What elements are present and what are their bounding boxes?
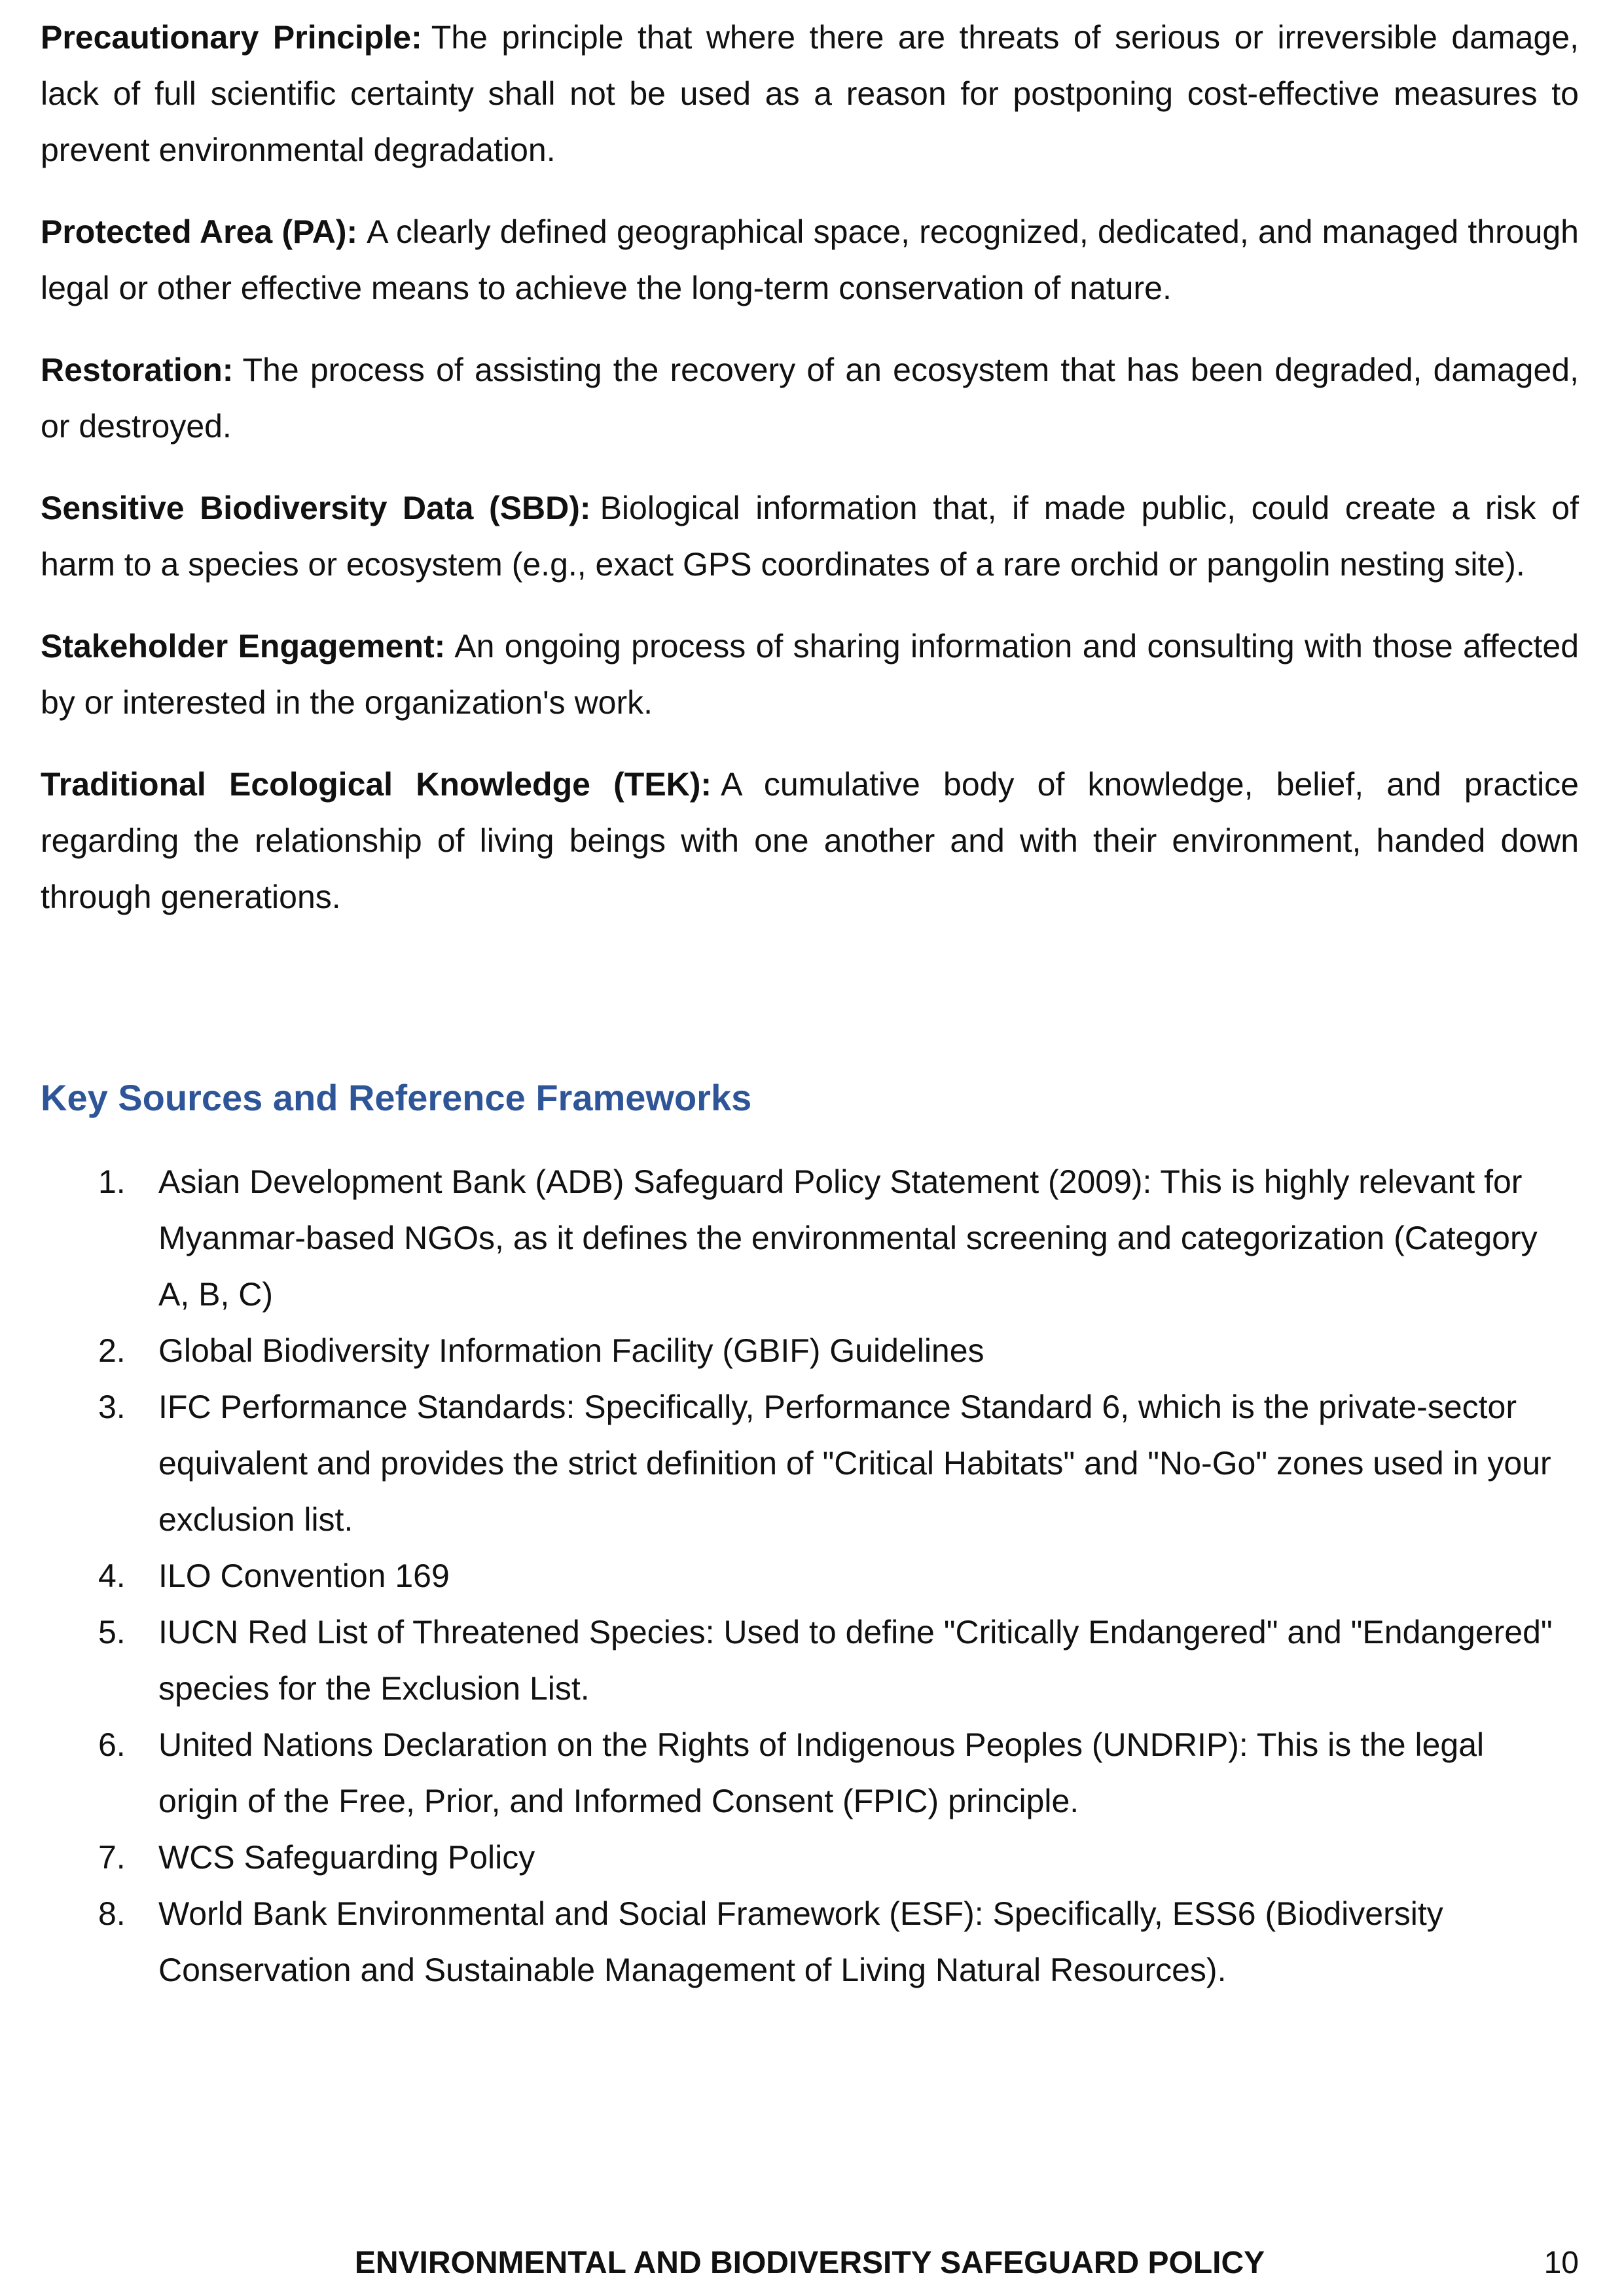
- definition-term: Protected Area (PA):: [41, 213, 358, 250]
- list-item-text: Asian Development Bank (ADB) Safeguard Policy Statement (2009): This is highly relevant for Myanmar-based NGOs, as it defines the environmental screening and categorization (Category A, B, C): [158, 1163, 1538, 1313]
- list-item: [41, 1322, 1579, 1379]
- glossary-definitions: [41, 9, 1579, 951]
- definition-text: The process of assisting the recovery of an ecosystem that has been degraded, damaged, or destroyed.: [41, 352, 1579, 445]
- definition-text: The principle that where there are threats of serious or irreversible damage, lack of full scientific certainty shall not be used as a reason for postponing cost-effective measures to prevent environmental degradation.: [41, 19, 1579, 168]
- list-item-number: 6.: [98, 1726, 126, 1763]
- definition-term: Stakeholder Engagement:: [41, 628, 446, 665]
- definition-text: A cumulative body of knowledge, belief, and practice regarding the relationship of living beings with one another and with their environment, handed down through generations.: [41, 766, 1579, 915]
- list-item-number: 1.: [98, 1163, 126, 1200]
- list-item: [41, 1829, 1579, 1886]
- list-item-text: IFC Performance Standards: Specifically, Performance Standard 6, which is the private-sector equivalent and provides the strict definition of "Critical Habitats" and "No-Go" zones used in your exclusion list.: [158, 1389, 1551, 1538]
- list-item-number: 3.: [98, 1389, 126, 1425]
- list-item-number: 5.: [98, 1614, 126, 1650]
- list-item: [41, 1604, 1579, 1717]
- list-item: [41, 1548, 1579, 1604]
- list-item-number: 2.: [98, 1332, 126, 1369]
- definition-paragraph: [41, 756, 1579, 925]
- definition-paragraph: [41, 342, 1579, 454]
- definition-text: A clearly defined geographical space, recognized, dedicated, and managed through legal or other effective means to achieve the long-term conservation of nature.: [41, 213, 1579, 306]
- list-item-text: WCS Safeguarding Policy: [158, 1839, 535, 1876]
- list-item: [41, 1886, 1579, 1998]
- definition-term: Traditional Ecological Knowledge (TEK):: [41, 766, 712, 803]
- list-item: [41, 1717, 1579, 1829]
- page-footer: [41, 2240, 1579, 2286]
- list-item-text: ILO Convention 169: [158, 1558, 450, 1594]
- definition-text: Biological information that, if made public, could create a risk of harm to a species or ecosystem (e.g., exact GPS coordinates of a rare orchid or pangolin nesting site).: [41, 490, 1579, 583]
- definition-paragraph: [41, 204, 1579, 316]
- definition-term: Restoration:: [41, 352, 234, 388]
- list-item-text: IUCN Red List of Threatened Species: Used to define "Critically Endangered" and "Endangered" species for the Exclusion List.: [158, 1614, 1553, 1707]
- definition-paragraph: [41, 480, 1579, 592]
- list-item-number: 7.: [98, 1839, 126, 1876]
- section-heading: Key Sources and Reference Frameworks: [41, 1077, 752, 1118]
- list-item-text: World Bank Environmental and Social Framework (ESF): Specifically, ESS6 (Biodiversity Conservation and Sustainable Management of Living Natural Resources).: [158, 1895, 1443, 1988]
- list-item-number: 4.: [98, 1558, 126, 1594]
- reference-list: [41, 1154, 1579, 1998]
- list-item-text: Global Biodiversity Information Facility (GBIF) Guidelines: [158, 1332, 984, 1369]
- definition-paragraph: [41, 9, 1579, 178]
- definition-paragraph: [41, 618, 1579, 731]
- footer-title: ENVIRONMENTAL AND BIODIVERSITY SAFEGUARD POLICY: [354, 2246, 1265, 2280]
- list-item-text: United Nations Declaration on the Rights of Indigenous Peoples (UNDRIP): This is the legal origin of the Free, Prior, and Informed Consent (FPIC) principle.: [158, 1726, 1485, 1819]
- definition-term: Sensitive Biodiversity Data (SBD):: [41, 490, 591, 526]
- list-item: [41, 1379, 1579, 1548]
- list-item-number: 8.: [98, 1895, 126, 1932]
- page-number: 10: [1543, 2246, 1579, 2280]
- list-item: [41, 1154, 1579, 1322]
- definition-text: An ongoing process of sharing information and consulting with those affected by or interested in the organization's work.: [41, 628, 1579, 721]
- definition-term: Precautionary Principle:: [41, 19, 422, 56]
